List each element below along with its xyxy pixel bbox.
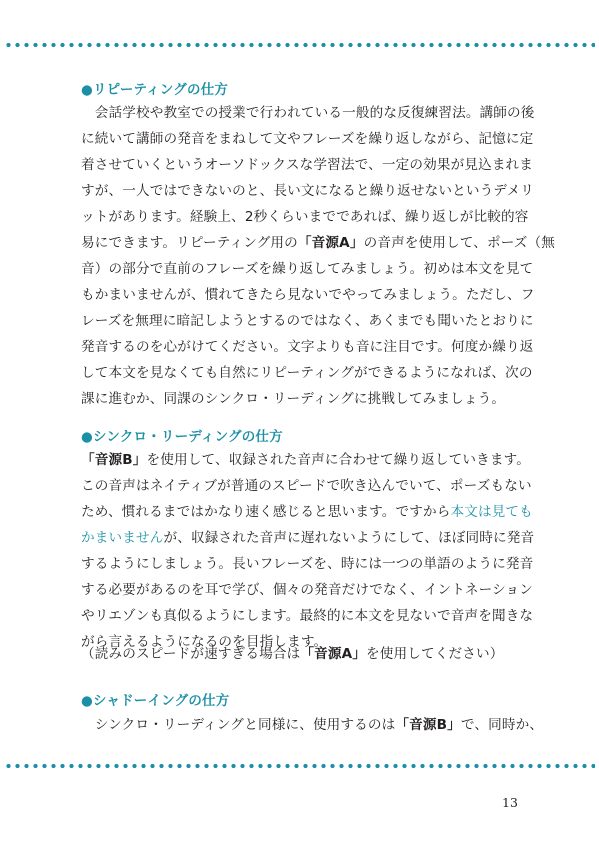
body-line: [81, 526, 534, 546]
body-line: この音声はネイティブが普通のスピードで吹き込んでいて、ポーズもない: [81, 478, 532, 494]
body-line: [81, 500, 533, 520]
audio-source-label: 「音源A」: [300, 646, 367, 662]
body-line: するようにしましょう。長いフレーズを、時には一つの単語のように発音: [81, 556, 534, 572]
body-line: [81, 231, 555, 251]
body-text: が、収録された音声に遅れないようにして、ほぼ同時に発音: [163, 530, 535, 546]
bottom-dotted-rule: [4, 763, 595, 769]
body-line: もかまいませんが、慣れてきたら見ないでやってみましょう。ただし、フ: [81, 287, 535, 303]
body-text: （読みのスピードが速すぎる場合は: [81, 646, 301, 662]
body-line: やリエゾンも真似るようにします。最終的に本文を見ないで音声を聞きな: [81, 608, 534, 624]
audio-source-label: 「音源B」: [81, 452, 147, 468]
body-line: [81, 713, 543, 733]
audio-source-label: 「音源B」: [395, 717, 461, 733]
body-line: レーズを無理に暗記しようとするのではなく、あくまでも聞いたとおりに: [81, 313, 534, 329]
body-line: 課に進むか、同課のシンクロ・リーディングに挑戦してみましょう。: [81, 391, 506, 407]
page-number: 13: [502, 795, 518, 810]
audio-source-label: 「音源A」: [297, 235, 364, 251]
body-text: を使用して、収録された音声に合わせて繰り返していきます。: [146, 452, 530, 468]
body-line: に続いて講師の発音をまねして文やフレーズを繰り返しながら、記憶に定: [81, 131, 534, 147]
body-line: [81, 642, 503, 662]
body-text: を使用してください）: [366, 646, 504, 662]
section-heading-synchro-reading: ●シンクロ・リーディングの仕方: [81, 429, 283, 445]
body-line: して本文を見なくても自然にリピーティングができるようになれば、次の: [81, 365, 533, 381]
body-text: ため、慣れるまではかなり速く感じると思います。ですから: [81, 504, 451, 520]
body-text: 易にできます。リピーティング用の: [81, 235, 298, 251]
body-line: 会話学校や教室での授業で行われている一般的な反復練習法。講師の後: [81, 105, 535, 121]
body-text: の音声を使用して、ポーズ（無: [363, 235, 556, 251]
body-line: [81, 448, 530, 468]
section-heading-repeating: ●リピーティングの仕方: [81, 82, 229, 98]
body-line: がら言えるようになるのを目指します。: [81, 634, 328, 650]
body-line: 音）の部分で直前のフレーズを繰り返してみましょう。初めは本文を見て: [81, 261, 534, 277]
section-heading-shadowing: ●シャドーイングの仕方: [81, 693, 230, 709]
highlighted-text: 本文は見ても: [450, 504, 533, 520]
body-text: シンクロ・リーディングと同様に、使用するのは: [81, 717, 396, 733]
body-line: すが、一人ではできないのと、長い文になると繰り返せないというデメリ: [81, 183, 534, 199]
body-text: で、同時か、: [460, 717, 544, 733]
body-line: する必要があるのを耳で学び、個々の発音だけでなく、イントネーション: [81, 582, 534, 598]
body-line: ットがあります。経験上、2秒くらいまでであれば、繰り返しが比較的容: [81, 209, 529, 225]
highlighted-text: かまいません: [81, 530, 164, 546]
top-dotted-rule: [4, 42, 595, 48]
body-line: 着させていくというオーソドックスな学習法で、一定の効果が見込まれま: [81, 157, 534, 173]
body-line: 発音するのを心がけてください。文字よりも音に注目です。何度か繰り返: [81, 339, 534, 355]
